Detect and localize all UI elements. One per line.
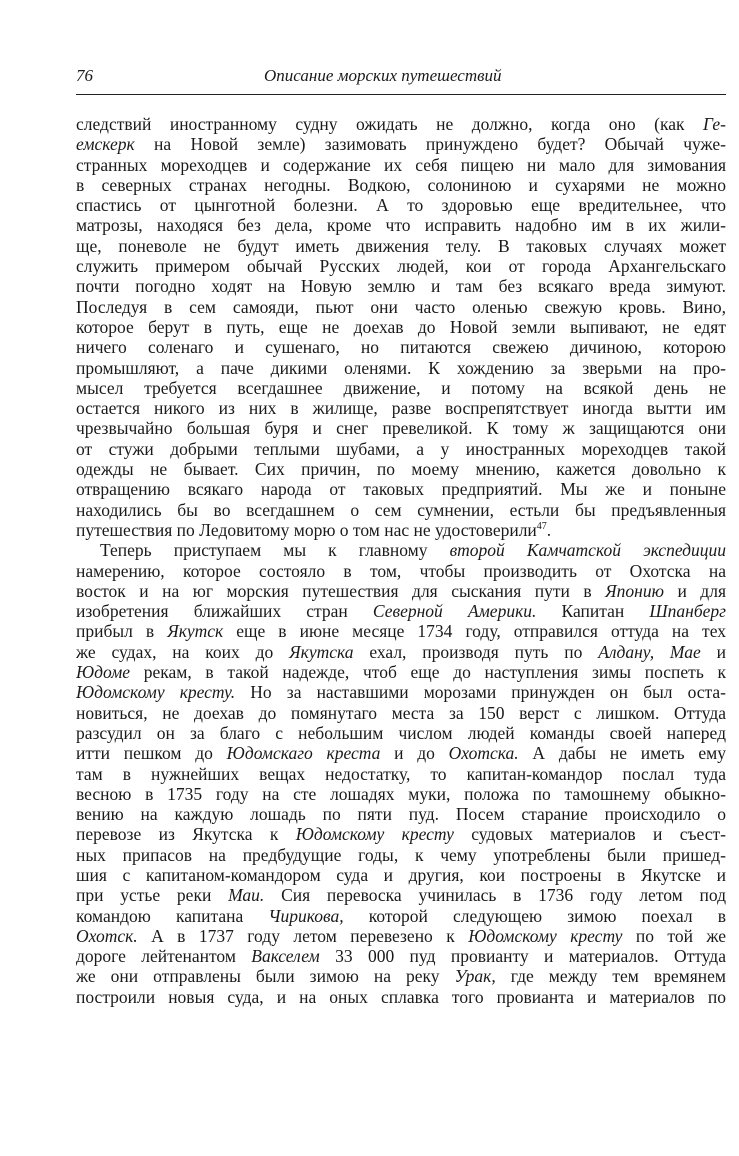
text-line [76, 114, 726, 134]
footnote-ref: 47 [536, 521, 547, 533]
text-segment: и до [380, 743, 449, 764]
text-line [76, 215, 726, 235]
text-segment: Капитан [536, 601, 650, 622]
text-segment: следствий иностранному судну ожидать не должно, когда оно (как [76, 114, 703, 134]
text-segment: весною в 1735 году на сте лошадях муки, положа по тамошнему обыкно- [76, 783, 726, 804]
text-line [76, 865, 726, 885]
text-line [76, 195, 726, 215]
text-segment: еще в июне месяце 1734 году, отправился оттуда на тех [223, 621, 726, 642]
text-segment: же судах, на коих до [76, 641, 290, 662]
text-segment: остается никого из них в жилище, разве воспрепятствует иногда вытти им [76, 398, 726, 419]
text-segment: при устье реки [76, 885, 229, 906]
text-line [76, 845, 726, 865]
text-line [76, 378, 726, 398]
text-segment: на Новой земле) зазимовать принуждено будет? Обычай чуже- [134, 134, 726, 155]
text-line [76, 155, 726, 175]
text-line [76, 946, 726, 966]
text-segment: Шпанберг [649, 601, 726, 622]
text-segment: Японию [605, 580, 664, 601]
text-segment: 33 000 пуд провианту и материалов. Оттуда [319, 946, 726, 967]
text-line [76, 439, 726, 459]
text-line [76, 358, 726, 378]
text-line [76, 642, 726, 662]
text-segment: Теперь приступаем мы к главному [100, 540, 450, 561]
text-segment: Якутска [289, 641, 354, 662]
text-segment: Последуя в сем самояди, пьют они часто оленью свежую кровь. Вино, [76, 296, 726, 317]
text-segment: вению на каждую лошадь по пяти пуд. Посем старание происходило о [76, 804, 726, 825]
text-line [76, 743, 726, 763]
running-title: Описание морских путешествий [264, 66, 502, 85]
text-segment: одежды не бывает. Сих причин, по моему мнению, кажется довольно к [76, 459, 726, 480]
text-segment: Сия перевоска учинилась в 1736 году летом под [264, 885, 726, 906]
text-line [76, 297, 726, 317]
text-body [76, 114, 726, 1007]
text-segment: по той же [622, 925, 726, 946]
text-line [76, 520, 726, 540]
text-segment: чрезвычайно большая буря и снег превеликой. К тому ж защищаются они [76, 418, 726, 439]
text-line [76, 175, 726, 195]
text-segment: ще, поневоле не будут иметь движения телу. В таковых случаях может [76, 235, 726, 256]
text-line [76, 723, 726, 743]
text-line [76, 824, 726, 844]
text-line [76, 256, 726, 276]
text-segment: и для [663, 580, 726, 601]
text-segment: А в 1737 году летом перевезено к [137, 925, 469, 946]
text-segment: промышляют, а паче дикими оленями. К хождению за зверьми на про- [76, 357, 726, 378]
text-line [76, 236, 726, 256]
text-segment: . [546, 519, 552, 540]
text-segment: намерению, которое состояло в том, чтобы производить от Охотска на [76, 560, 726, 581]
text-line [76, 764, 726, 784]
text-segment: Северной Америки. [372, 601, 537, 622]
text-line [76, 581, 726, 601]
text-segment: Алдану, Мае [598, 641, 701, 662]
text-segment: Чирикова, [268, 905, 344, 926]
text-segment: же они отправлены были зимою на реку [76, 966, 455, 987]
text-segment: спастись от цынготной болезни. А то здоровью еще вредительнее, что [76, 195, 726, 216]
text-segment: построили новыя суда, и на оных сплавка того провианта и материалов по [76, 986, 726, 1007]
text-segment: служить примером обычай Русских людей, кои от города Архангельскаго [76, 256, 726, 277]
text-line [76, 500, 726, 520]
text-segment: и [700, 641, 726, 662]
text-segment: которое берут в путь, еще не доехав до Новой земли выпивают, не едят [76, 316, 726, 337]
text-segment: странных мореходцев и содержание их себя пищею ни мало для зимования [76, 154, 726, 175]
text-segment: которой следующею зимою поехал в [343, 905, 726, 926]
text-segment: перевозе из Якутска к [76, 824, 296, 845]
text-segment: восток и на юг морския путешествия для сыскания пути в [76, 580, 606, 601]
text-segment: там в нужнейших вещах недостатку, то капитан-командор послал туда [76, 763, 726, 784]
text-segment: Ге- [702, 114, 726, 134]
text-line [76, 682, 726, 702]
text-line [76, 804, 726, 824]
text-line [76, 601, 726, 621]
text-line [76, 479, 726, 499]
text-line [76, 885, 726, 905]
text-segment: Юдомскаго креста [226, 743, 381, 764]
text-segment: Юдомскому кресту. [76, 682, 236, 703]
text-segment: мысел требуется всегдашнее движение, и потому на всякой день не [76, 377, 726, 398]
text-segment: матрозы, находяся без дела, кроме что исправить надобно им в их жили- [76, 215, 726, 236]
text-segment: емскерк [76, 134, 135, 155]
text-line [76, 703, 726, 723]
text-line [76, 784, 726, 804]
text-line [76, 906, 726, 926]
text-line [76, 966, 726, 986]
text-segment: судовых материалов и съест- [453, 824, 726, 845]
text-line [76, 337, 726, 357]
text-line [76, 987, 726, 1007]
text-segment: Но за наставшими морозами принужден он был оста- [235, 682, 726, 703]
text-segment: ехал, производя путь по [353, 641, 599, 662]
text-segment: Маи. [228, 885, 265, 906]
text-line [76, 662, 726, 682]
text-segment: разсудил он за благо с небольшим числом людей команды своей наперед [76, 722, 726, 743]
text-line [76, 621, 726, 641]
text-segment: где между тем времянем [495, 966, 726, 987]
text-segment: Охотск. [76, 925, 138, 946]
text-segment: Якутск [167, 621, 224, 642]
text-line [76, 398, 726, 418]
text-segment: находились бы во всегдашнем о сем сумнении, естьли бы предъявленныя [76, 499, 726, 520]
text-segment: дороге лейтенантом [76, 946, 252, 967]
text-line [76, 540, 726, 560]
text-segment: Охотска. [448, 743, 519, 764]
text-segment: Юдомскому кресту [295, 824, 454, 845]
text-segment: итти пешком до [76, 743, 227, 764]
text-line [76, 561, 726, 581]
text-segment: шия с капитаном-командором суда и другия, кои построены в Якутске и [76, 864, 726, 885]
text-segment: командою капитана [76, 905, 269, 926]
text-segment: Вакселем [251, 946, 320, 967]
text-line [76, 418, 726, 438]
text-line [76, 134, 726, 154]
text-segment: второй Камчатской экспедиции [449, 540, 726, 561]
page-number: 76 [76, 66, 93, 85]
text-line [76, 317, 726, 337]
text-line [76, 276, 726, 296]
text-segment: почти погодно ходят на Новую землю и там без всякаго вреда зимуют. [76, 276, 726, 297]
text-segment: в северных странах негодны. Водкою, солониною и сухарями не можно [76, 174, 726, 195]
text-line [76, 926, 726, 946]
text-segment: новиться, не доехав до помянутаго места за 150 верст с лишком. Оттуда [76, 702, 726, 723]
text-line [76, 459, 726, 479]
text-segment: А дабы не иметь ему [518, 743, 726, 764]
text-segment: путешествия по Ледовитому морю о том нас не удостоверили [76, 519, 537, 540]
text-segment: отвращению всякаго народа от таковых предприятий. Мы же и поныне [76, 479, 726, 500]
text-segment: прибыл в [76, 621, 168, 642]
text-segment: ничего соленаго и сушенаго, но питаются свежею дичиною, которою [76, 337, 726, 358]
page-header [76, 60, 726, 95]
text-segment: от стужи добрыми теплыми шубами, а у иностранных мореходцев такой [76, 438, 726, 459]
text-segment: Юдомскому кресту [468, 925, 623, 946]
text-segment: рекам, в такой надежде, чтоб еще до наступления зимы поспеть к [130, 662, 726, 683]
text-segment: Урак, [454, 966, 496, 987]
text-segment: Юдоме [76, 662, 131, 683]
text-segment: изобретения ближайших стран [76, 601, 373, 622]
text-segment: ных припасов на предбудущие годы, к чему употреблены были пришед- [76, 844, 726, 865]
